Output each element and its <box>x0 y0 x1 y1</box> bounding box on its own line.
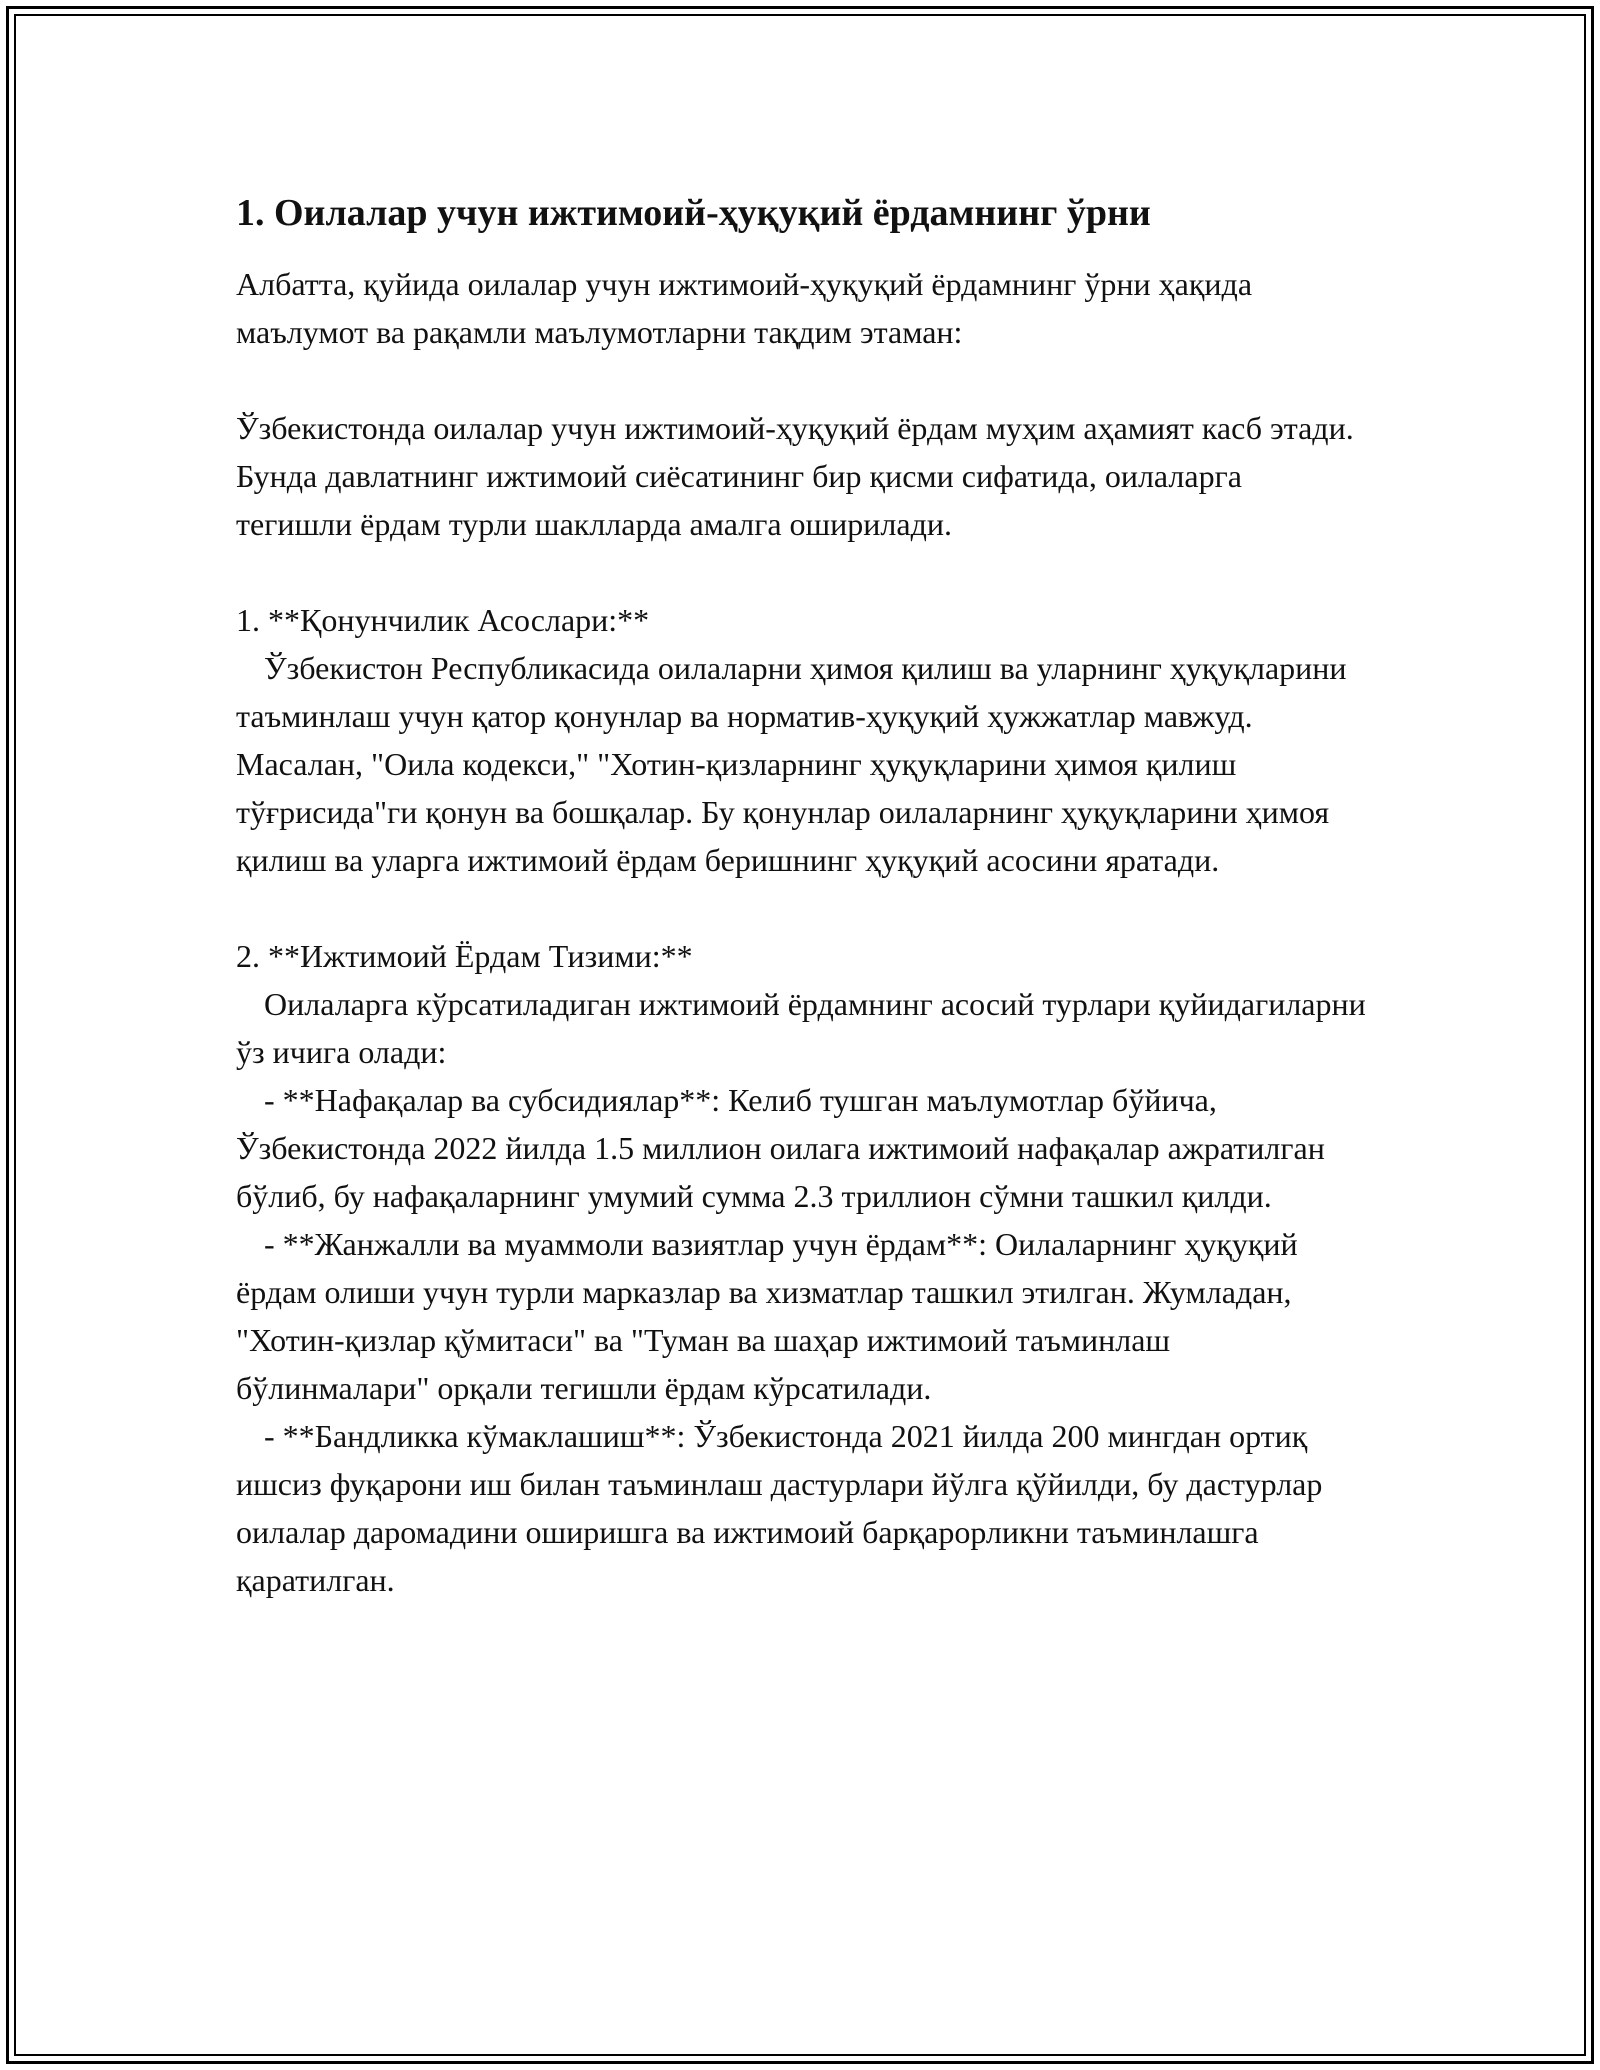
paragraph-gap <box>236 548 1366 596</box>
list-item-benefits-text: - **Нафақалар ва субсидиялар**: Келиб тушган маълумотлар бўйича, Ўзбекистонда 2022 йилда 1.5 миллион оилага ижтимоий нафақалар ажратилган бўлиб, бу нафақаларнинг умумий сумма 2.3 триллион сўмни ташкил қилди. <box>236 1082 1325 1214</box>
intro-paragraph: Албатта, қуйида оилалар учун ижтимоий-ҳуқуқий ёрдамнинг ўрни ҳақида маълумот ва рақамли маълумотларни тақдим этаман: <box>236 266 1253 350</box>
document-content <box>236 188 1366 1604</box>
list-item-employment-text: - **Бандликка кўмаклашиш**: Ўзбекистонда 2021 йилда 200 мингдан ортиқ ишсиз фуқарони иш билан таъминлаш дастурлари йўлга қўйилди, бу дастурлар оилалар даромадини оширишга ва ижтимоий барқарорликни таъминлашга қаратилган. <box>236 1418 1323 1598</box>
list-item-benefits <box>236 1076 1366 1220</box>
paragraph-gap <box>236 356 1366 404</box>
section-1-heading: 1. **Қонунчилик Асослари:** <box>236 602 650 638</box>
overview-paragraph: Ўзбекистонда оилалар учун ижтимоий-ҳуқуқий ёрдам муҳим аҳамият касб этади. Бунда давлатнинг ижтимоий сиёсатининг бир қисми сифатида, оилаларга тегишли ёрдам турли шаклларда амалга оширилади. <box>236 410 1354 542</box>
section-2-body <box>236 980 1366 1076</box>
list-item-conflict-help-text: - **Жанжалли ва муаммоли вазиятлар учун ёрдам**: Оилаларнинг ҳуқуқий ёрдам олиши учун турли марказлар ва хизматлар ташкил этилган. Жумладан, "Хотин-қизлар қўмитаси" ва "Туман ва шаҳар ижтимоий таъминлаш бўлинмалари" орқали тегишли ёрдам кўрсатилади. <box>236 1226 1298 1406</box>
section-2-heading: 2. **Ижтимоий Ёрдам Тизими:** <box>236 938 693 974</box>
list-item-employment <box>236 1412 1366 1604</box>
document-title: 1. Оилалар учун ижтимоий-ҳуқуқий ёрдамнинг ўрни <box>236 192 1151 234</box>
section-1-body <box>236 644 1366 884</box>
section-1-body-text: Ўзбекистон Республикасида оилаларни ҳимоя қилиш ва уларнинг ҳуқуқларини таъминлаш учун қатор қонунлар ва норматив-ҳуқуқий ҳужжатлар мавжуд. Масалан, "Оила кодекси," "Хотин-қизларнинг ҳуқуқларини ҳимоя қилиш тўғрисида"ги қонун ва бошқалар. Бу қонунлар оилаларнинг ҳуқуқларини ҳимоя қилиш ва уларга ижтимоий ёрдам беришнинг ҳуқуқий асосини яратади. <box>236 650 1347 878</box>
paragraph-gap <box>236 884 1366 932</box>
section-2-body-text: Оилаларга кўрсатиладиган ижтимоий ёрдамнинг асосий турлари қуйидагиларни ўз ичига олади: <box>236 986 1366 1070</box>
list-item-conflict-help <box>236 1220 1366 1412</box>
